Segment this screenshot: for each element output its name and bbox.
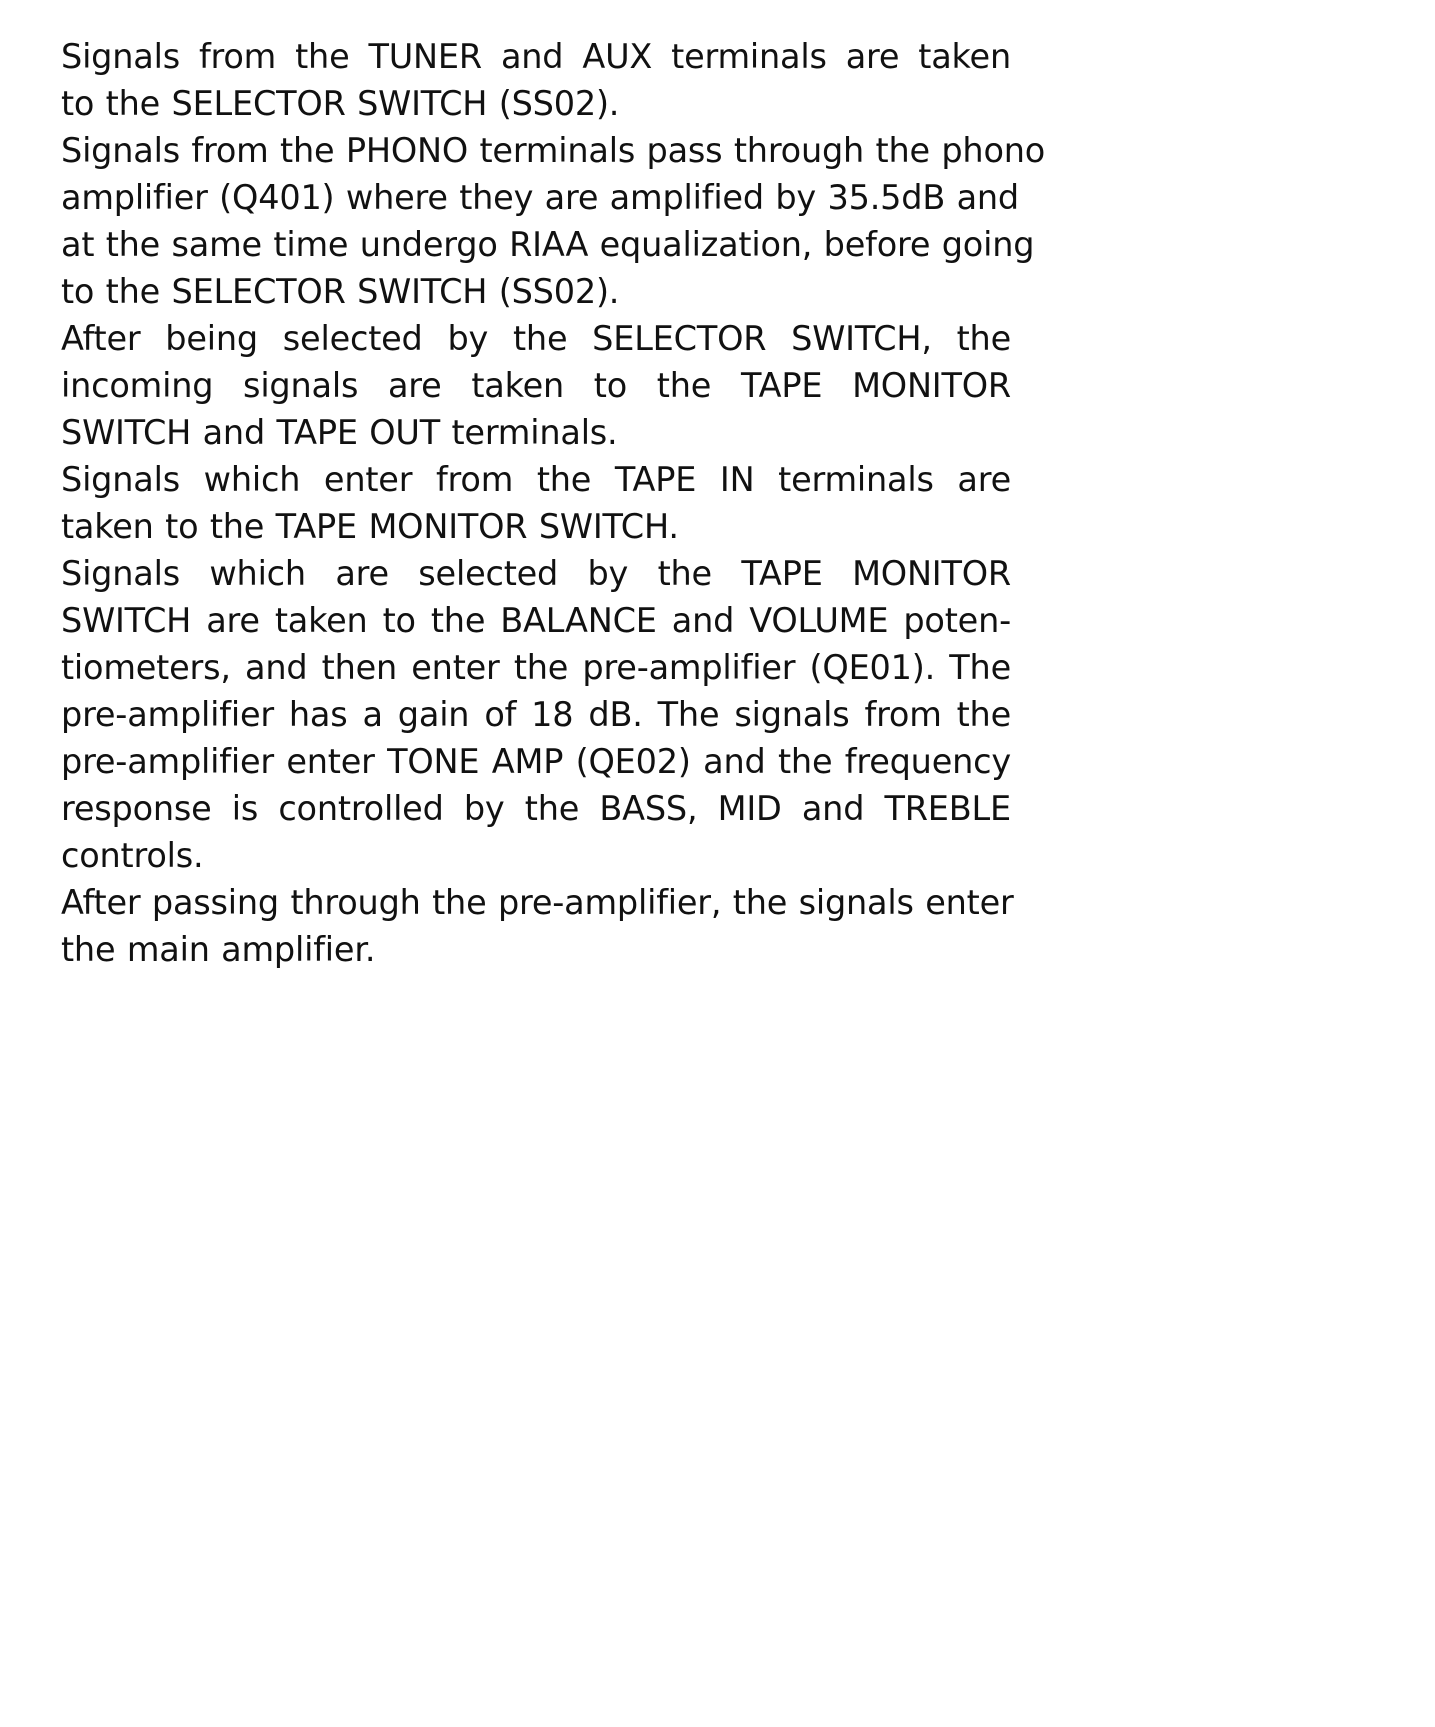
text-line: taken to the TAPE MONITOR SWITCH. [61,507,679,546]
text-line: SWITCH are taken to the BALANCE and VOLUME poten- [61,601,1011,640]
text-line: to the SELECTOR SWITCH (SS02). [61,84,620,123]
text-line: the main amplifier. [61,930,376,969]
text-line: at the same time undergo RIAA equalization, before going [61,225,1035,264]
text-line: pre-amplifier enter TONE AMP (QE02) and the frequency [61,742,1011,781]
text-line: amplifier (Q401) where they are amplified by 35.5dB and [61,178,1019,217]
text-line: response is controlled by the BASS, MID and TREBLE [61,789,1011,828]
paragraph-main-amp [61,879,1014,973]
text-line: After being selected by the SELECTOR SWITCH, the [61,319,1011,358]
text-line: incoming signals are taken to the TAPE MONITOR [61,366,1011,405]
paragraph-tape-in [61,456,1011,550]
text-line: Signals from the PHONO terminals pass through the phono [61,131,1046,170]
text-line: tiometers, and then enter the pre-amplifier (QE01). The [61,648,1011,687]
text-line: Signals which enter from the TAPE IN terminals are [61,460,1011,499]
paragraph-tuner-aux [61,33,1011,127]
text-line: After passing through the pre-amplifier, the signals enter [61,883,1014,922]
paragraph-selector [61,315,1011,456]
text-line: Signals from the TUNER and AUX terminals are taken [61,37,1011,76]
text-line: Signals which are selected by the TAPE MONITOR [61,554,1011,593]
text-line: pre-amplifier has a gain of 18 dB. The signals from the [61,695,1011,734]
paragraph-phono [61,127,1046,315]
text-line: controls. [61,836,204,875]
paragraph-tape-monitor [61,550,1011,879]
text-line: to the SELECTOR SWITCH (SS02). [61,272,620,311]
text-line: SWITCH and TAPE OUT terminals. [61,413,618,452]
document-body [61,33,1046,973]
